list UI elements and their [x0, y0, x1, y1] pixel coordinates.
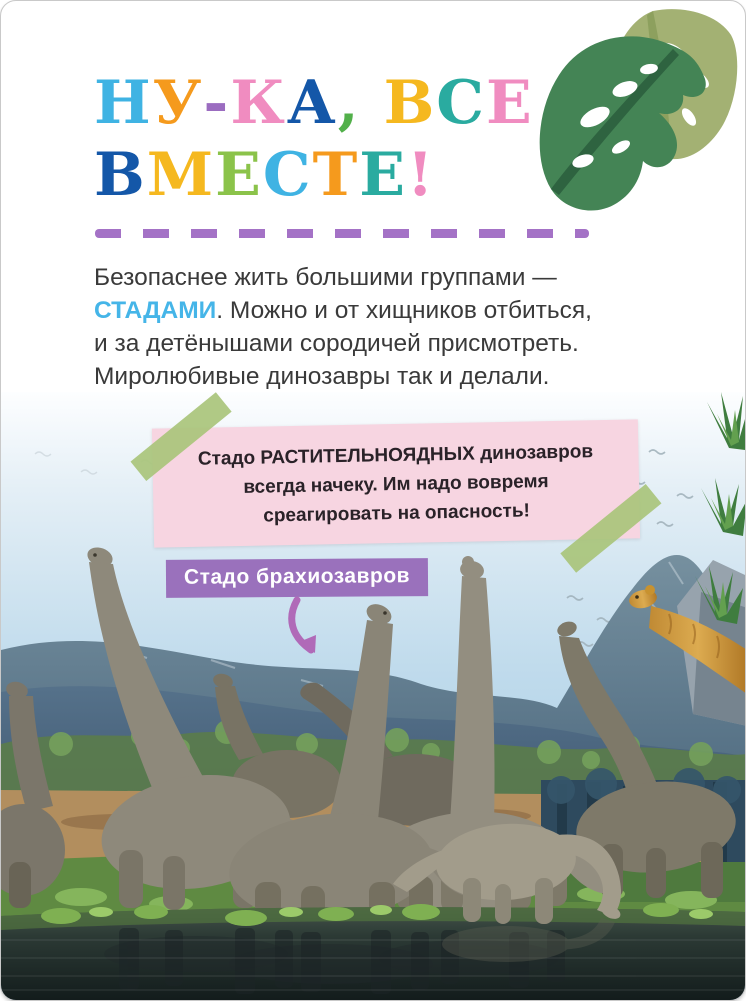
title-letter: С [436, 68, 487, 138]
dinosaur-herd-photo [1, 392, 746, 1001]
title-line-2 [94, 139, 534, 211]
callout-line: всегда начеку. Им надо вовремя [243, 471, 549, 498]
monstera-leaves-illustration [521, 9, 739, 231]
title-letter: Т [312, 140, 360, 210]
title-letter: У [152, 68, 204, 138]
title-letter: Е [359, 140, 408, 210]
intro-line-rest: . Можно и от хищников отбиться, [216, 297, 592, 324]
title-letter: С [262, 140, 313, 210]
callout-line: Стадо РАСТИТЕЛЬНОЯДНЫХ динозавров [197, 441, 594, 470]
herd-keyword: СТАДАМИ [94, 297, 217, 324]
title-letter: А [286, 68, 338, 138]
dashed-divider [95, 229, 589, 238]
intro-paragraph [94, 261, 674, 393]
title-letter: М [146, 140, 216, 210]
title-letter [361, 68, 384, 138]
title-letter: В [383, 68, 437, 138]
intro-line [94, 294, 674, 327]
title-letter: - [203, 68, 231, 138]
title-letter: В [94, 140, 147, 210]
title-line-1 [94, 67, 534, 139]
callout-line: среагировать на опасность! [263, 500, 531, 527]
title-letter: К [230, 68, 287, 138]
title-letter: Е [215, 140, 263, 210]
intro-line: Миролюбивые динозавры так и делали. [94, 363, 550, 390]
page-title [94, 67, 534, 211]
curved-arrow-icon [285, 596, 337, 662]
callout-box [152, 419, 640, 547]
title-letter: Н [94, 68, 153, 138]
title-letter: Е [486, 68, 534, 138]
intro-line: и за детёнышами сородичей присмотреть. [94, 330, 579, 357]
photo-label: Стадо брахиозавров [166, 558, 428, 598]
title-letter: , [337, 68, 361, 138]
intro-line: Безопаснее жить большими группами — [94, 264, 557, 291]
title-letter: ! [407, 140, 436, 210]
